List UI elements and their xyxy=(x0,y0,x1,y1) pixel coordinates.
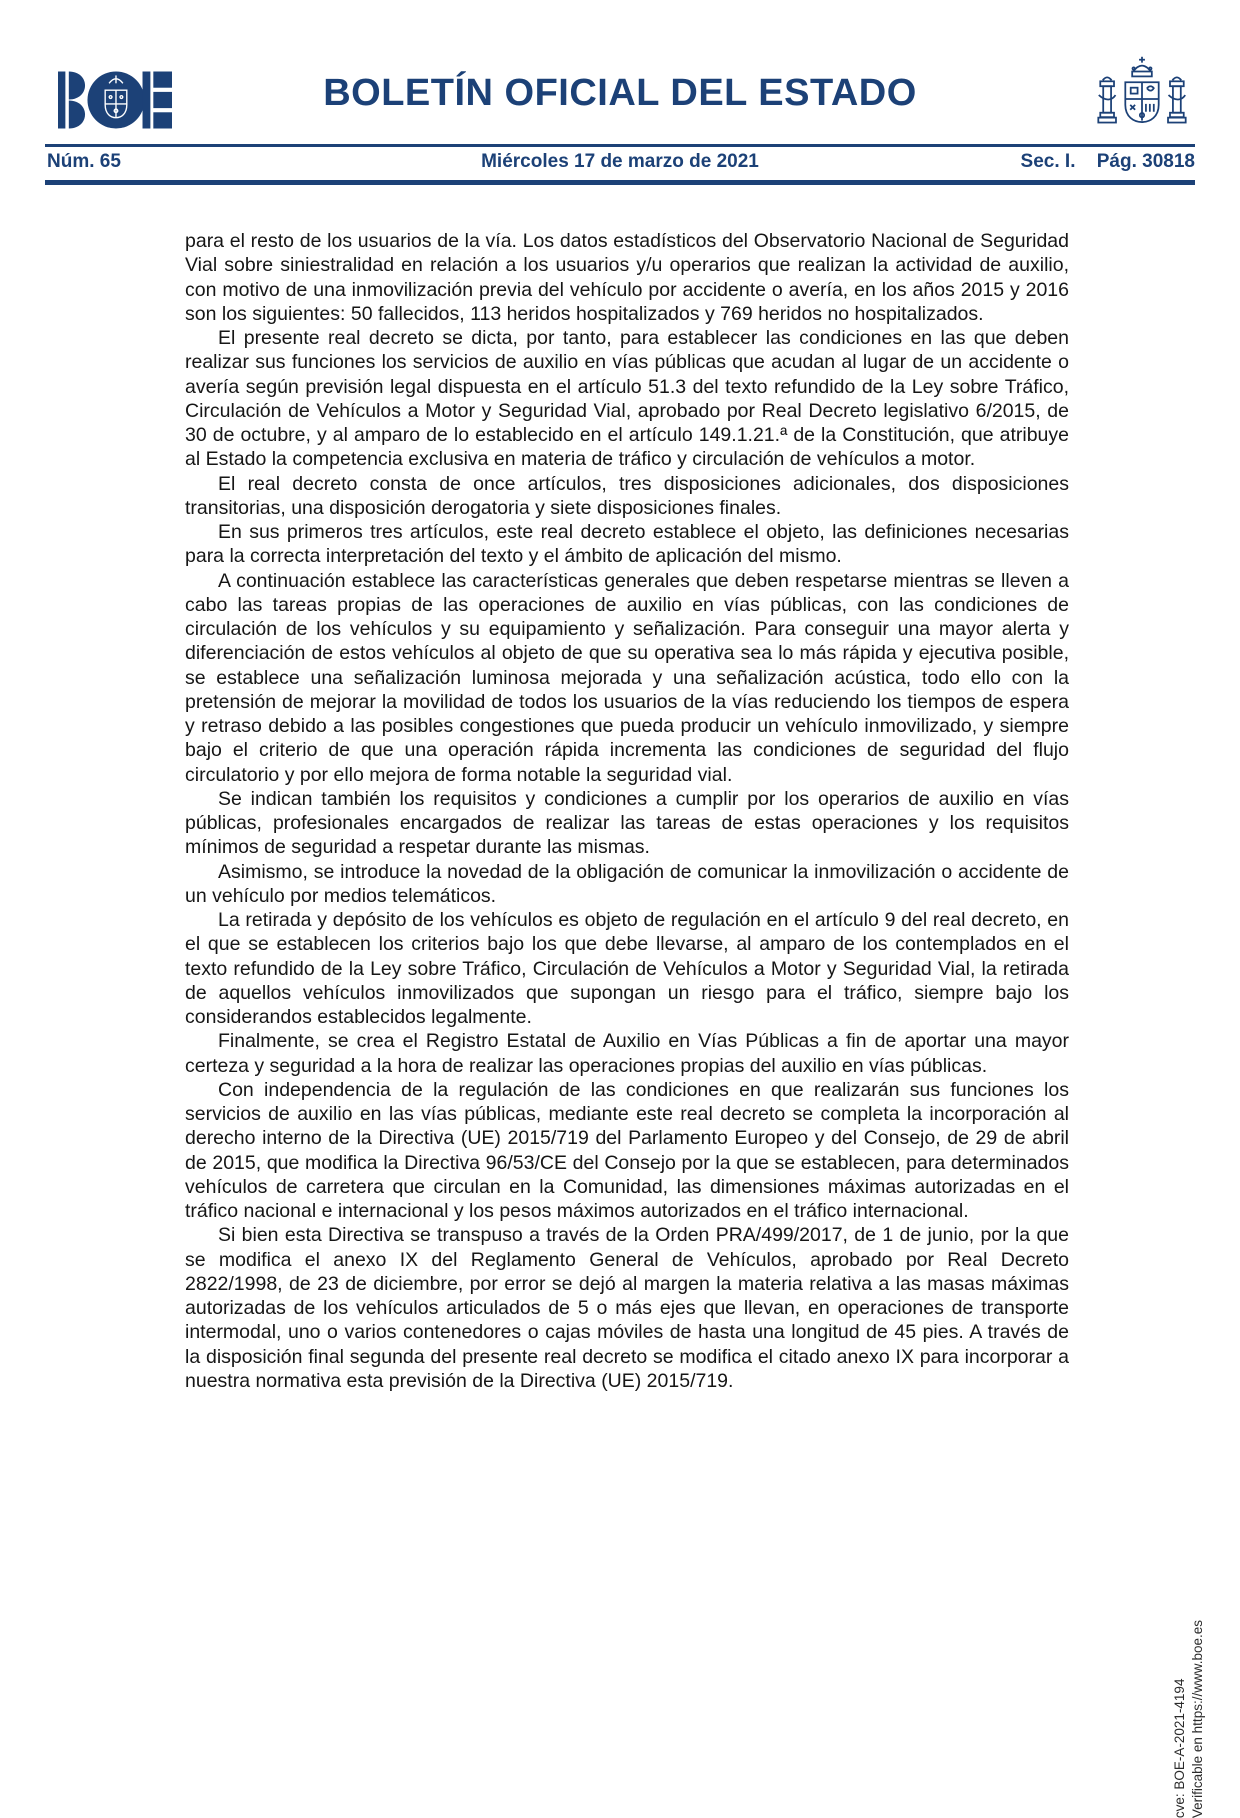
paragraph: En sus primeros tres artículos, este real decreto establece el objeto, las definiciones necesarias para la correcta interpretación del texto y el ámbito de aplicación del mismo. xyxy=(185,521,1069,568)
paragraph: Se indican también los requisitos y condiciones a cumplir por los operarios de auxilio en vías públicas, profesionales encargados de realizar las tareas de estas operaciones y los requisitos mínimos de seguridad a respetar durante las mismas. xyxy=(185,787,1069,859)
vertical-verification-block xyxy=(1171,1620,1206,1818)
header-rule-bottom xyxy=(45,180,1195,185)
header-rule-top xyxy=(45,144,1195,147)
paragraph: Con independencia de la regulación de las condiciones en que realizarán sus funciones los servicios de auxilio en las vías públicas, mediante este real decreto se completa la incorporación al derecho interno de la Directiva (UE) 2015/719 del Parlamento Europeo y del Consejo, de 29 de abril de 2015, que modifica la Directiva 96/53/CE del Consejo por la que se establecen, para determinados vehículos de carretera que circulan en la Comunidad, las dimensiones máximas autorizadas en el tráfico nacional e internacional y los pesos máximos autorizados en el tráfico internacional. xyxy=(185,1078,1069,1222)
paragraph: Si bien esta Directiva se transpuso a través de la Orden PRA/499/2017, de 1 de junio, por la que se modifica el anexo IX del Reglamento General de Vehículos, aprobado por Real Decreto 2822/1998, de 23 de diciembre, por error se dejó al margen la materia relativa a las masas máximas autorizadas de los vehículos articulados de 5 o más ejes que llevan, en operaciones de transporte intermodal, uno o varios contenedores o cajas móviles de hasta una longitud de 45 pies. A través de la disposición final segunda del presente real decreto se modifica el citado anexo IX para incorporar a nuestra normativa esta previsión de la Directiva (UE) 2015/719. xyxy=(185,1224,1069,1392)
page-number: Pág. 30818 xyxy=(1096,151,1195,172)
cve-code: cve: BOE-A-2021-4194 xyxy=(1172,1678,1187,1818)
paragraph: para el resto de los usuarios de la vía. Los datos estadísticos del Observatorio Nacional de Seguridad Vial sobre siniestralidad en relación a los usuarios y/u operarios que realizan la actividad de auxilio, con motivo de una inmovilización previa del vehículo por accidente o avería, en los años 2015 y 2016 son los siguientes: 50 fallecidos, 113 heridos hospitalizados y 769 heridos no hospitalizados. xyxy=(185,230,1069,325)
paragraph: Asimismo, se introduce la novedad de la obligación de comunicar la inmovilización o accidente de un vehículo por medios telemáticos. xyxy=(185,860,1069,907)
issue-date: Miércoles 17 de marzo de 2021 xyxy=(481,151,759,172)
masthead-title: BOLETÍN OFICIAL DEL ESTADO xyxy=(323,72,917,114)
verification-url: Verificable en https://www.boe.es xyxy=(1189,1620,1205,1818)
paragraph: A continuación establece las características generales que deben respetarse mientras se lleven a cabo las tareas propias de las operaciones de auxilio en vías públicas, con las condiciones de circulación de los vehículos y su equipamiento y señalización. Para conseguir una mayor alerta y diferenciación de estos vehículos al objeto de que su operativa sea lo más rápida y ejecutiva posible, se establece una señalización luminosa mejorada y una señalización acústica, todo ello con la pretensión de mejorar la movilidad de todos los usuarios de la vías reduciendo los tiempos de espera y retraso debido a las posibles congestiones que pueda producir un vehículo inmovilizado, y siempre bajo el criterio de que una operación rápida incrementa las condiciones de seguridad del flujo circulatorio y por ello mejora de forma notable la seguridad vial. xyxy=(185,569,1069,786)
header-meta-row xyxy=(45,149,1195,177)
paragraph: El real decreto consta de once artículos, tres disposiciones adicionales, dos disposiciones transitorias, una disposición derogatoria y siete disposiciones finales. xyxy=(185,472,1069,519)
paragraph: La retirada y depósito de los vehículos es objeto de regulación en el artículo 9 del real decreto, en el que se establecen los criterios bajo los que debe llevarse, al amparo de los contemplados en el texto refundido de la Ley sobre Tráfico, Circulación de Vehículos a Motor y Seguridad Vial, la retirada de aquellos vehículos inmovilizados que supongan un riesgo para el tráfico, siempre bajo los considerandos establecidos legalmente. xyxy=(185,909,1069,1028)
section-and-page xyxy=(1021,151,1195,173)
spain-coat-of-arms-icon xyxy=(1088,54,1196,142)
paragraph: El presente real decreto se dicta, por tanto, para establecer las condiciones en las que deben realizar sus funciones los servicios de auxilio en vías públicas que acudan al lugar de un accidente o avería según previsión legal dispuesta en el artículo 51.3 del texto refundido de la Ley sobre Tráfico, Circulación de Vehículos a Motor y Seguridad Vial, aprobado por Real Decreto legislativo 6/2015, de 30 de octubre, y al amparo de lo establecido en el artículo 149.1.21.ª de la Constitución, que atribuye al Estado la competencia exclusiva en materia de tráfico y circulación de vehículos a motor. xyxy=(185,327,1069,471)
section-label: Sec. I. xyxy=(1020,151,1076,172)
document-body xyxy=(185,229,1069,1393)
paragraph: Finalmente, se crea el Registro Estatal de Auxilio en Vías Públicas a fin de aportar una mayor certeza y seguridad a la hora de realizar las operaciones propias del auxilio en vías públicas. xyxy=(185,1030,1069,1077)
issue-number: Núm. 65 xyxy=(47,151,121,172)
